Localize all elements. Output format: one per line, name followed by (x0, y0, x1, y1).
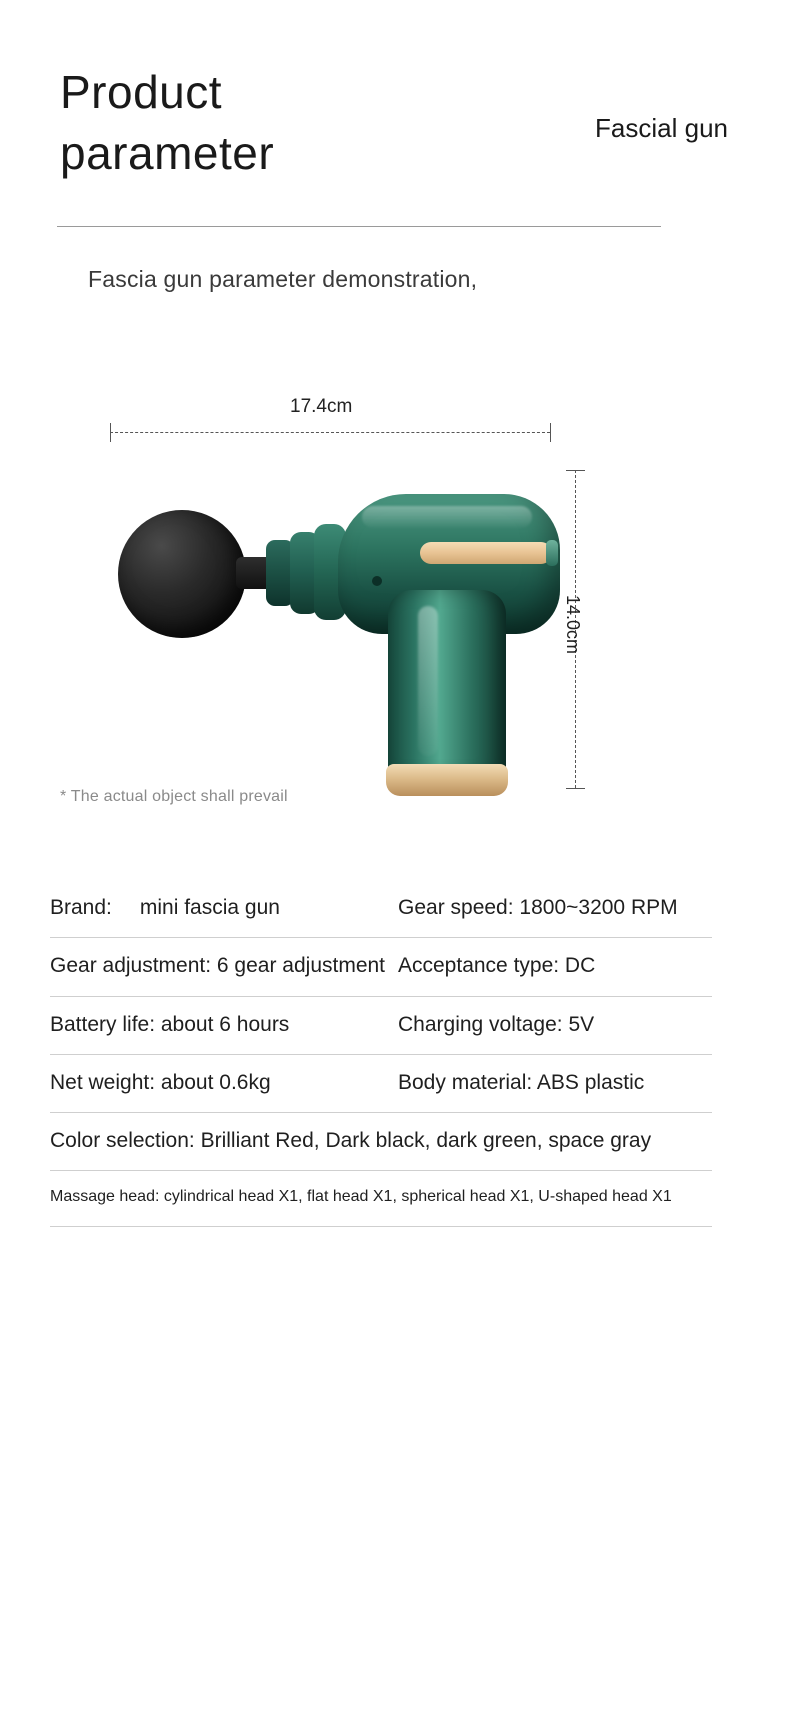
page-title-line-1: Product (60, 66, 223, 118)
brand-label: Brand: (50, 896, 112, 919)
handle-highlight (418, 606, 438, 756)
spec-cell-net-weight: Net weight: about 0.6kg (50, 1070, 271, 1094)
spec-cell-battery-life: Battery life: about 6 hours (50, 1012, 290, 1036)
spec-cell-gear-adjustment: Gear adjustment: 6 gear adjustment (50, 954, 386, 978)
spec-cell-massage-head: Massage head: cylindrical head X1, flat head X1, spherical head X1, U-shaped head X1 (50, 1188, 672, 1206)
spherical-head-icon (118, 510, 246, 638)
table-row (50, 1055, 712, 1113)
massage-gun-illustration (100, 440, 570, 805)
spec-cell-acceptance-type: Acceptance type: DC (398, 954, 596, 978)
spec-cell-brand (50, 880, 398, 937)
lead-text: Fascia gun parameter demonstration, (88, 266, 478, 292)
header-divider (57, 226, 661, 227)
height-dimension-label: 14.0cm (563, 595, 583, 655)
width-dimension-label: 17.4cm (290, 396, 353, 417)
device-handle (388, 590, 506, 778)
gold-accent-strip (420, 542, 552, 564)
product-category-label: Fascial gun (595, 113, 728, 143)
barrel-highlight (362, 506, 532, 528)
spec-cell-gear-speed: Gear speed: 1800~3200 RPM (398, 896, 678, 919)
disclaimer-note: * The actual object shall prevail (60, 788, 288, 805)
table-row (50, 938, 712, 996)
indicator-dot-icon (372, 576, 382, 586)
table-row (50, 1113, 712, 1171)
table-row (50, 880, 712, 938)
page-header (0, 0, 790, 292)
specification-table (50, 880, 712, 1227)
gold-base-cap (386, 764, 508, 796)
spec-cell-body-material: Body material: ABS plastic (398, 1070, 645, 1094)
table-row (50, 1171, 712, 1227)
page-title-line-2: parameter (60, 126, 275, 179)
spec-cell-charging-voltage: Charging voltage: 5V (398, 1012, 595, 1036)
dimension-diagram (0, 380, 790, 850)
page-title (60, 62, 480, 183)
brand-value: mini fascia gun (139, 896, 280, 919)
power-button-icon (546, 540, 558, 566)
table-row (50, 997, 712, 1055)
width-dimension-line (110, 432, 550, 433)
spec-cell-color-selection: Color selection: Brilliant Red, Dark black, dark green, space gray (50, 1129, 652, 1153)
